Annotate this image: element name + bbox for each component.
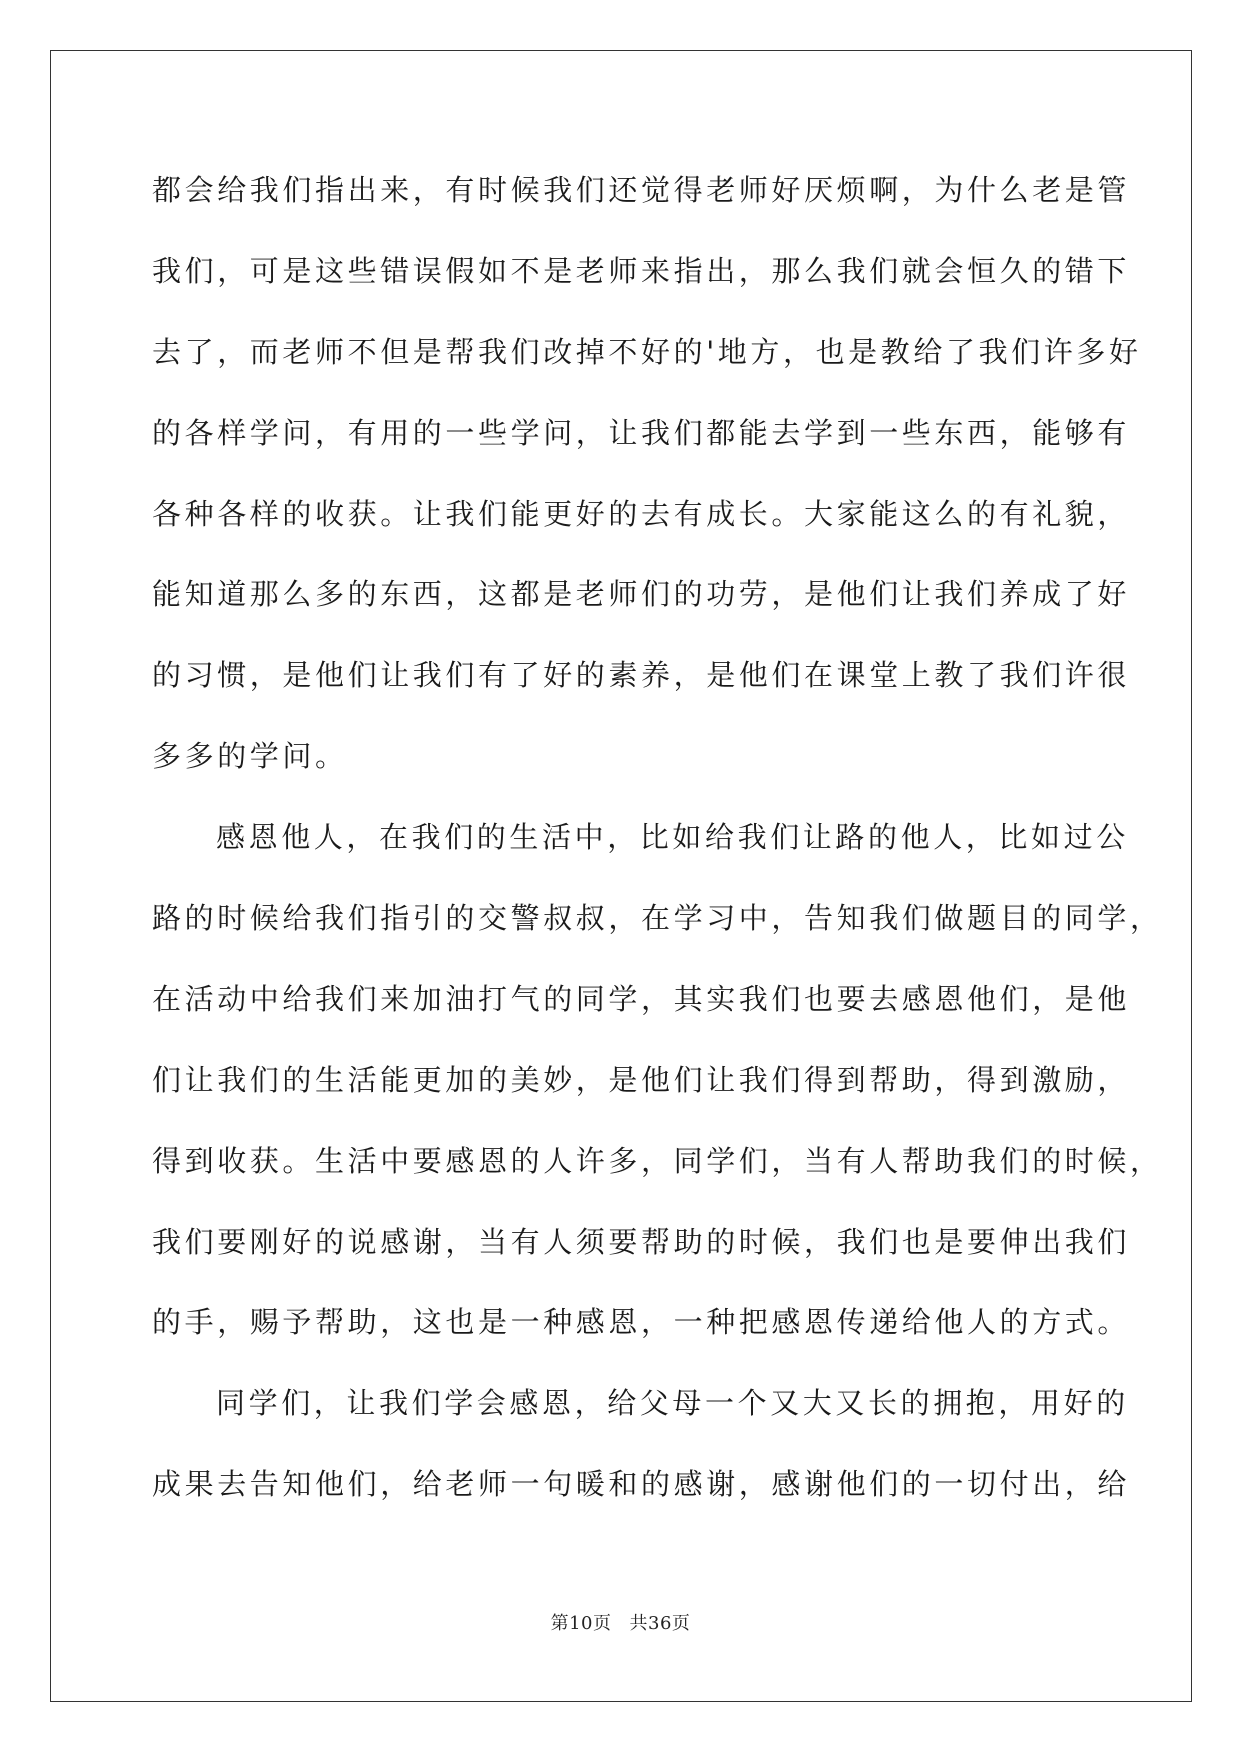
text-line: 的各样学问，有用的一些学问，让我们都能去学到一些东西，能够有 [152,415,1131,450]
text-line: 能知道那么多的东西，这都是老师们的功劳，是他们让我们养成了好 [152,577,1131,612]
text-line: 都会给我们指出来，有时候我们还觉得老师好厌烦啊，为什么老是管 [152,173,1131,207]
text-line: 我们，可是这些错误假如不是老师来指出，那么我们就会恒久的错下 [152,253,1131,288]
text-line: 成果去告知他们，给老师一句暖和的感谢，感谢他们的一切付出，给 [152,1467,1131,1502]
text-line: 得到收获。生活中要感恩的人许多，同学们，当有人帮助我们的时候， [152,1143,1163,1178]
text-line: 在活动中给我们来加油打气的同学，其实我们也要去感恩他们，是他 [152,981,1131,1016]
body-text [152,160,1163,1535]
paragraph-first-line: 同学们，让我们学会感恩，给父母一个又大又长的拥抱，用好的 [216,1386,1129,1421]
text-line: 去了，而老师不但是帮我们改掉不好的'地方，也是教给了我们许多好 [152,334,1142,369]
page-footer [0,1609,1241,1635]
paragraph-first-line: 感恩他人，在我们的生活中，比如给我们让路的他人，比如过公 [216,820,1129,855]
text-line: 多多的学问。 [152,739,348,774]
text-line: 们让我们的生活能更加的美妙，是他们让我们得到帮助，得到激励， [152,1062,1131,1097]
text-line: 的习惯，是他们让我们有了好的素养，是他们在课堂上教了我们许很 [152,658,1131,693]
text-line: 各种各样的收获。让我们能更好的去有成长。大家能这么的有礼貌， [152,496,1131,531]
text-line: 我们要刚好的说感谢，当有人须要帮助的时候，我们也是要伸出我们 [152,1224,1131,1259]
page-total: 共36页 [629,1613,691,1634]
page-number: 第10页 [550,1613,612,1634]
text-line: 路的时候给我们指引的交警叔叔，在学习中，告知我们做题目的同学， [152,901,1163,936]
text-line: 的手，赐予帮助，这也是一种感恩，一种把感恩传递给他人的方式。 [152,1305,1131,1340]
